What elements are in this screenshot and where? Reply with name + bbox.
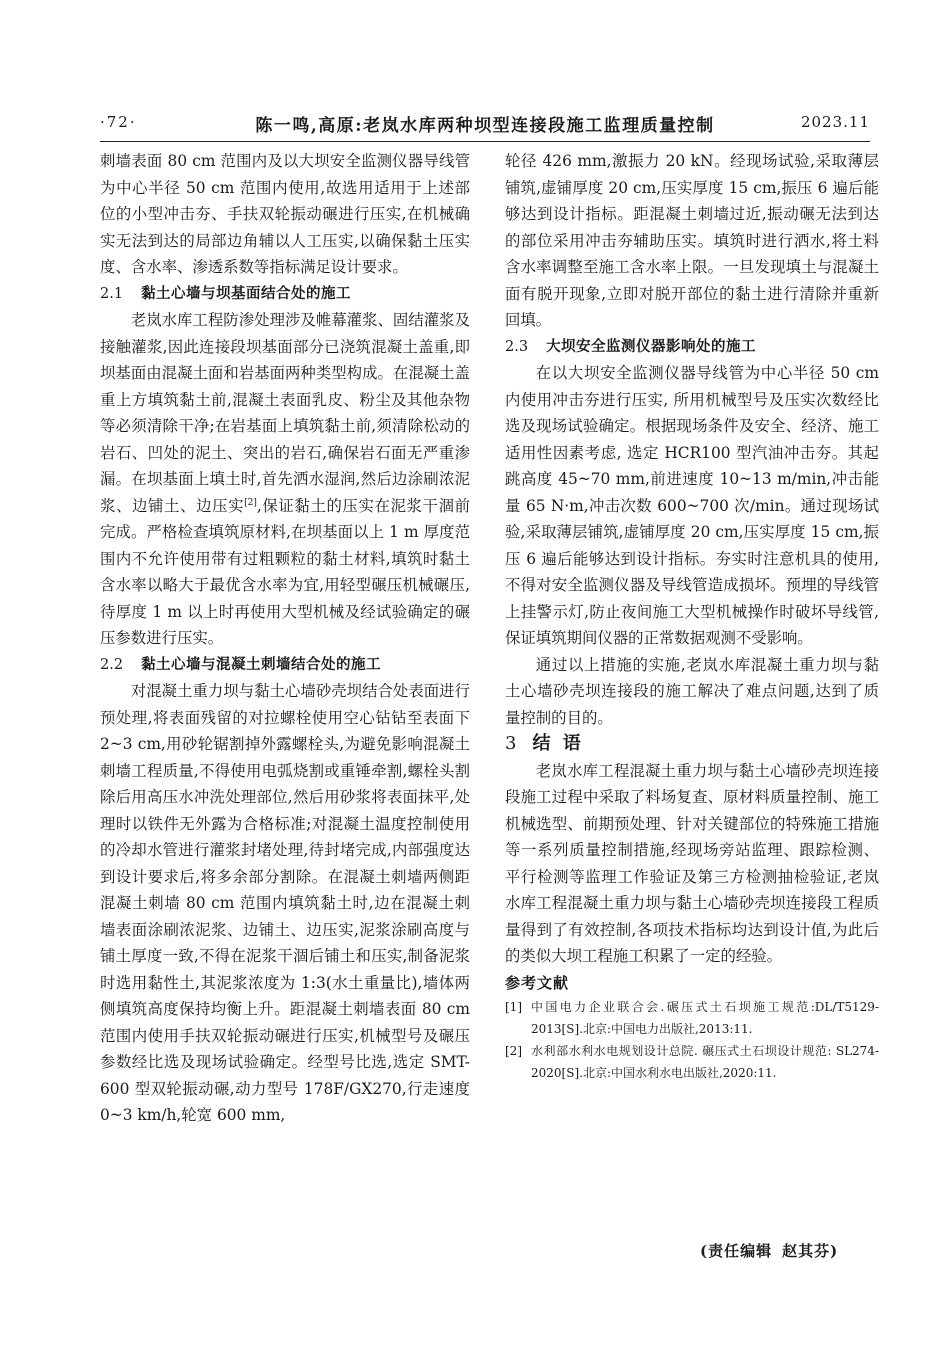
- section-2-3-body: 在以大坝安全监测仪器导线管为中心半径 50 cm 内使用冲击夯进行压实, 所用机械型号及压实次数经比选及现场试验确定。根据现场条件及安全、经济、施工适用性因素考虑, 选定 HCR100 型汽油冲击夯。其起跳高度 45~70 mm,前进速度 10~13 m/min,冲击能量 65 N·m,冲击次数 600~700 次/min。通过现场试验,采取薄层铺筑,虚铺厚度 20 cm,压实厚度 15 cm,振压 6 遍后能够达到设计指标。夯实时注意机具的使用,不得对安全监测仪器及导线管造成损坏。预埋的导线管上挂警示灯,防止夜间施工大型机械操作时破坏导线管,保证填筑期间仪器的正常数据观测不受影响。: [505, 364, 879, 647]
- reference-text: 中国电力企业联合会.碾压式土石坝施工规范:DL/T5129-2013[S].北京:中国电力出版社,2013:11.: [531, 1000, 879, 1036]
- continued-paragraph: 刺墙表面 80 cm 范围内及以大坝安全监测仪器导线管为中心半径 50 cm 范围内使用,故选用适用于上述部位的小型冲击夯、手扶双轮振动碾进行压实,在机械确实无法到达的局部边角辅以人工压实,以确保黏土压实度、含水率、渗透系数等指标满足设计要求。: [100, 152, 470, 276]
- page-header: [100, 111, 870, 142]
- section-title: 大坝安全监测仪器影响处的施工: [546, 337, 757, 355]
- section-title: 黏土心墙与混凝土刺墙结合处的施工: [141, 655, 382, 673]
- continued-paragraph: 轮径 426 mm,激振力 20 kN。经现场试验,采取薄层铺筑,虚铺厚度 20 cm,压实厚度 15 cm,振压 6 遍后能够达到设计指标。距混凝土刺墙过近,振动碾无法到达的部位采用冲击夯辅助压实。填筑时进行洒水,将土料含水率调整至施工含水率上限。一旦发现填土与混凝土面有脱开现象,立即对脱开部位的黏土进行清除并重新回填。: [505, 152, 879, 329]
- section-number: 3: [505, 733, 517, 754]
- section-3-heading: [505, 731, 879, 758]
- reference-text: 水利部水利水电规划设计总院. 碾压式土石坝设计规范: SL274-2020[S].北京:中国水利水电出版社,2020:11.: [531, 1044, 879, 1080]
- citation-mark: [2]: [244, 497, 257, 508]
- section-2-1-body: [100, 307, 470, 652]
- section-number: 2.2: [100, 656, 124, 673]
- reference-number: [1]: [505, 1000, 522, 1014]
- section-title: 黏土心墙与坝基面结合处的施工: [141, 284, 352, 302]
- section-number: 2.3: [505, 338, 529, 355]
- section-title: 结 语: [532, 733, 584, 754]
- editor-label: (责任编辑: [700, 1242, 773, 1260]
- reference-number: [2]: [505, 1044, 522, 1058]
- issue-date: 2023.11: [800, 113, 870, 131]
- section-2-2-heading: [100, 652, 470, 679]
- page-number: ·72·: [100, 113, 137, 131]
- reference-item: [505, 996, 879, 1040]
- right-column: [505, 148, 879, 1084]
- reference-item: [505, 1040, 879, 1084]
- conclusion-body: 老岚水库工程混凝土重力坝与黏土心墙砂壳坝连接段施工过程中采取了料场复查、原材料质量控制、施工机械选型、前期预处理、针对关键部位的特殊施工措施等一系列质量控制措施,经现场旁站监理、跟踪检测、平行检测等监理工作验证及第三方检测抽检验证,老岚水库工程混凝土重力坝与黏土心墙砂壳坝连接段工程质量得到了有效控制,各项技术指标均达到设计值,为此后的类似大坝工程施工积累了一定的经验。: [505, 761, 879, 965]
- editor-name: 赵其芬): [782, 1242, 839, 1260]
- section-2-3-heading: [505, 334, 879, 361]
- left-column: [100, 148, 470, 1129]
- editor-credit: [700, 1240, 838, 1261]
- running-title: 陈一鸣,高原:老岚水库两种坝型连接段施工监理质量控制: [255, 116, 715, 136]
- section-number: 2.1: [100, 285, 124, 302]
- body-text: 老岚水库工程防渗处理涉及帷幕灌浆、固结灌浆及接触灌浆,因此连接段坝基面部分已浇筑混凝土盖重,即坝基面由混凝土面和岩基面两种类型构成。在混凝土盖重上方填筑黏土前,混凝土表面乳皮、粉尘及其他杂物等必须清除干净;在岩基面上填筑黏土前,须清除松动的岩石、凹处的泥土、突出的岩石,确保岩石面无严重渗漏。在坝基面上填土时,首先洒水湿润,然后边涂刷浓泥浆、边铺土、边压实: [100, 311, 470, 515]
- references-heading: 参考文献: [505, 973, 570, 992]
- section-2-1-heading: [100, 281, 470, 308]
- section-2-3-summary: 通过以上措施的实施,老岚水库混凝土重力坝与黏土心墙砂壳坝连接段的施工解决了难点问题,达到了质量控制的目的。: [505, 655, 879, 727]
- section-2-2-body: 对混凝土重力坝与黏土心墙砂壳坝结合处表面进行预处理,将表面残留的对拉螺栓使用空心钻钻至表面下 2~3 cm,用砂轮锯割掉外露螺栓头,为避免影响混凝土刺墙工程质量,不得使用电弧烧割或重锤牵割,螺栓头割除后用高压水冲洗处理部位,然后用砂浆将表面抹平,处理时以铁件无外露为合格标准;对混凝土温度控制使用的冷却水管进行灌浆封堵处理,待封堵完成,内部强度达到设计要求后,将多余部分割除。在混凝土刺墙两侧距混凝土刺墙 80 cm 范围内填筑黏土时,边在混凝土刺墙表面涂刷浓泥浆、边铺土、边压实,泥浆涂刷高度与铺土厚度一致,不得在泥浆干涸后铺土和压实,制备泥浆时选用黏性土,其泥浆浓度为 1:3(水土重量比),墙体两侧填筑高度保持均衡上升。距混凝土刺墙表面 80 cm 范围内使用手扶双轮振动碾进行压实,机械型号及碾压参数经比选及现场试验确定。经型号比选,选定 SMT-600 型双轮振动碾,动力型号 178F/GX270,行走速度 0~3 km/h,轮宽 600 mm,: [100, 682, 470, 1124]
- body-text: ,保证黏土的压实在泥浆干涸前完成。严格检查填筑原材料,在坝基面以上 1 m 厚度范围内不允许使用带有过粗颗粒的黏土材料,填筑时黏土含水率以略大于最优含水率为宜,用轻型碾压机械碾压,待厚度 1 m 以上时再使用大型机械及经试验确定的碾压参数进行压实。: [100, 496, 470, 647]
